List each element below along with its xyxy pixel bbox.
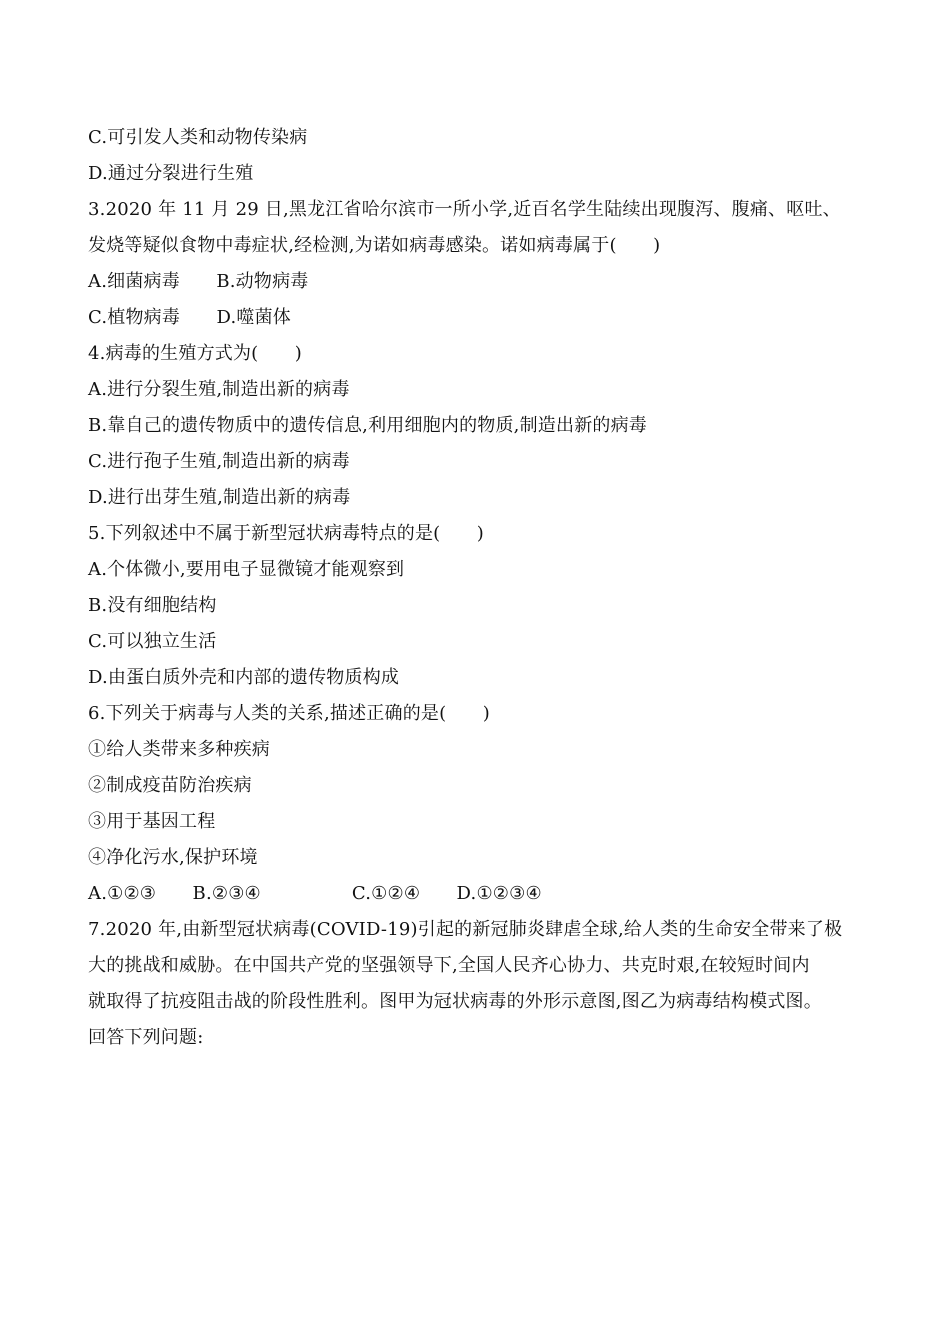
- question-5-option-d: D.由蛋白质外壳和内部的遗传物质构成: [88, 667, 400, 688]
- question-3-options-cd: C.植物病毒 D.噬菌体: [88, 307, 291, 328]
- question-4-option-a: A.进行分裂生殖,制造出新的病毒: [88, 379, 350, 400]
- question-6-item-2: ②制成疫苗防治疾病: [88, 775, 252, 796]
- question-6-stem: 6.下列关于病毒与人类的关系,描述正确的是( ): [88, 703, 490, 724]
- question-6-item-3: ③用于基因工程: [88, 811, 216, 832]
- question-6-item-1: ①给人类带来多种疾病: [88, 739, 270, 760]
- question-7-line-3: 就取得了抗疫阻击战的阶段性胜利。图甲为冠状病毒的外形示意图,图乙为病毒结构模式图。: [88, 991, 822, 1012]
- question-3-line-1: 3.2020 年 11 月 29 日,黑龙江省哈尔滨市一所小学,近百名学生陆续出现腹泻、腹痛、呕吐、: [88, 199, 841, 220]
- question-7-line-4: 回答下列问题:: [88, 1027, 204, 1048]
- question-3-line-2: 发烧等疑似食物中毒症状,经检测,为诺如病毒感染。诺如病毒属于( ): [88, 235, 661, 256]
- option-1d: D.通过分裂进行生殖: [88, 163, 254, 184]
- question-5-option-c: C.可以独立生活: [88, 631, 217, 652]
- question-3-options-ab: A.细菌病毒 B.动物病毒: [88, 271, 309, 292]
- question-7-line-2: 大的挑战和威胁。在中国共产党的坚强领导下,全国人民齐心协力、共克时艰,在较短时间内: [88, 955, 810, 976]
- question-4-option-d: D.进行出芽生殖,制造出新的病毒: [88, 487, 351, 508]
- question-4-option-c: C.进行孢子生殖,制造出新的病毒: [88, 451, 350, 472]
- question-4-option-b: B.靠自己的遗传物质中的遗传信息,利用细胞内的物质,制造出新的病毒: [88, 415, 647, 436]
- question-5-option-b: B.没有细胞结构: [88, 595, 217, 616]
- question-5-option-a: A.个体微小,要用电子显微镜才能观察到: [88, 559, 405, 580]
- question-4-stem: 4.病毒的生殖方式为( ): [88, 343, 303, 364]
- question-6-options: A.①②③ B.②③④ C.①②④ D.①②③④: [88, 883, 542, 904]
- question-7-line-1: 7.2020 年,由新型冠状病毒(COVID-19)引起的新冠肺炎肆虐全球,给人类的生命安全带来了极: [88, 919, 843, 940]
- option-1c: C.可引发人类和动物传染病: [88, 127, 308, 148]
- question-5-stem: 5.下列叙述中不属于新型冠状病毒特点的是( ): [88, 523, 485, 544]
- question-6-item-4: ④净化污水,保护环境: [88, 847, 258, 868]
